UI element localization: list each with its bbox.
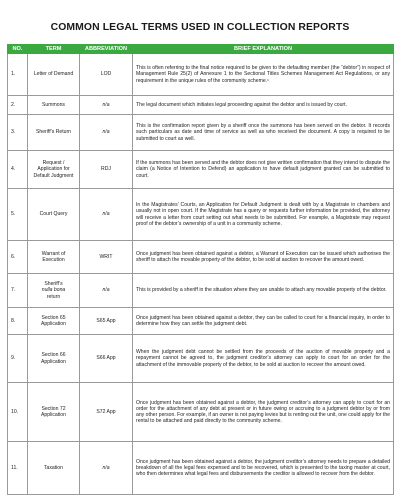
table-row <box>8 308 394 335</box>
table-row <box>8 115 394 151</box>
row-number: 3. <box>8 115 28 151</box>
row-term: Summons <box>28 96 80 115</box>
row-number: 4. <box>8 151 28 189</box>
legal-terms-table <box>7 44 394 495</box>
row-abbreviation: n/a <box>80 442 133 495</box>
row-abbreviation: LOD <box>80 54 133 96</box>
table-row <box>8 335 394 383</box>
row-term: Section 65 Application <box>28 308 80 335</box>
row-term: Sheriff’s Return <box>28 115 80 151</box>
row-term: Court Query <box>28 189 80 241</box>
row-explanation: Once judgment has been obtained against a debtor, the judgment creditor’s attorney can apply to court for an order for the attachment of any debt at present or in future owing or accruing to a judgment debtor by or from any other person. For example, if an owner is not paying levies but is renting out the unit, one could apply for the rental to be attached and paid directly to the community scheme. <box>133 383 394 442</box>
row-number: 1. <box>8 54 28 96</box>
page-title: COMMON LEGAL TERMS USED IN COLLECTION REPORTS <box>50 22 350 33</box>
row-term <box>28 274 80 308</box>
table-row <box>8 241 394 274</box>
table-row <box>8 96 394 115</box>
row-explanation: If the summons has been served and the debtor does not give written confirmation that they intend to dispute the claim (a Notice of Intention to Defend) an application to have default judgment granted can be submitted to court. <box>133 151 394 189</box>
row-term: Section 66 Application <box>28 335 80 383</box>
row-abbreviation: n/a <box>80 115 133 151</box>
row-abbreviation: S65 App <box>80 308 133 335</box>
row-number: 9. <box>8 335 28 383</box>
row-number: 7. <box>8 274 28 308</box>
row-term-line: nulla bona <box>41 287 66 294</box>
row-abbreviation: WRIT <box>80 241 133 274</box>
row-number: 8. <box>8 308 28 335</box>
row-abbreviation: S72 App <box>80 383 133 442</box>
table-row <box>8 54 394 96</box>
row-number: 2. <box>8 96 28 115</box>
row-number: 10. <box>8 383 28 442</box>
row-abbreviation: n/a <box>80 274 133 308</box>
row-term: Request / Application for Default Judgment <box>28 151 80 189</box>
header-abbreviation: ABBREVIATION <box>80 45 133 54</box>
row-abbreviation: RDJ <box>80 151 133 189</box>
row-term: Taxation <box>28 442 80 495</box>
header-explanation: BRIEF EXPLANATION <box>133 45 394 54</box>
row-explanation: This is provided by a sheriff in the situation where they are unable to attach any movable property of the debtor. <box>133 274 394 308</box>
row-term: Warrant of Execution <box>28 241 80 274</box>
row-abbreviation: S66 App <box>80 335 133 383</box>
row-number: 6. <box>8 241 28 274</box>
header-no: NO. <box>8 45 28 54</box>
row-term-line: Sheriff’s <box>44 281 63 288</box>
row-explanation: Once judgment has been obtained against a debtor, a Warrant of Execution can be issued which authorises the sheriff to attach the movable property of the debtor, to be sold at auction to recover the amount owed. <box>133 241 394 274</box>
row-abbreviation: n/a <box>80 189 133 241</box>
table-row <box>8 383 394 442</box>
row-explanation: In the Magistrates’ Courts, an Application for Default Judgment is dealt with by a Magistrate in chambers and usually not in open court. If the Magistrate has a query or requests further information be provided, the attorney will receive a letter from court setting out what needs to be submitted. For example, a Magistrate may request proof of the debtor’s ownership of a unit in a community scheme. <box>133 189 394 241</box>
table-header-row <box>8 45 394 54</box>
header-term: TERM <box>28 45 80 54</box>
row-term: Section 72 Application <box>28 383 80 442</box>
row-explanation: When the judgment debt cannot be settled from the proceeds of the auction of movable property and a repayment cannot be agreed to, the judgment creditor’s attorney can apply to court for an order for the attachment of the immovable property of the debtor, to be sold at auction to recover the amount owed. <box>133 335 394 383</box>
table-row <box>8 442 394 495</box>
table-row <box>8 274 394 308</box>
row-term: Letter of Demand <box>28 54 80 96</box>
row-explanation: Once judgment has been obtained against a debtor, they can be called to court for a financial inquiry, in order to determine how they can settle the judgment debt. <box>133 308 394 335</box>
row-explanation: This is the confirmation report given by a sheriff once the summons has been served on the debtor. It records such particulars as date and time of service as well as who received the document. A copy is required to be submitted to court as well. <box>133 115 394 151</box>
row-explanation: The legal document which initiates legal proceeding against the debtor and is issued by court. <box>133 96 394 115</box>
row-term-line: return <box>46 293 61 300</box>
row-explanation: This is often referring to the final notice required to be given to the defaulting member (the “debtor”) in respect of Management Rule 25(2) of Annexure 1 to the Sectional Titles Schemes Management Act Regulations, or any requirement in the unique rules of the community scheme.¹ <box>133 54 394 96</box>
table-row <box>8 189 394 241</box>
table-row <box>8 151 394 189</box>
row-explanation: Once judgment has been obtained against a debtor, the judgment creditor’s attorney needs to prepare a detailed breakdown of all the legal fees expensed and to be recovered, which is presented to the taxing master at court, who then determines what legal fees and disbursements the creditor is allowed to recover from the debtor. <box>133 442 394 495</box>
row-abbreviation: n/a <box>80 96 133 115</box>
row-number: 5. <box>8 189 28 241</box>
row-number: 11. <box>8 442 28 495</box>
